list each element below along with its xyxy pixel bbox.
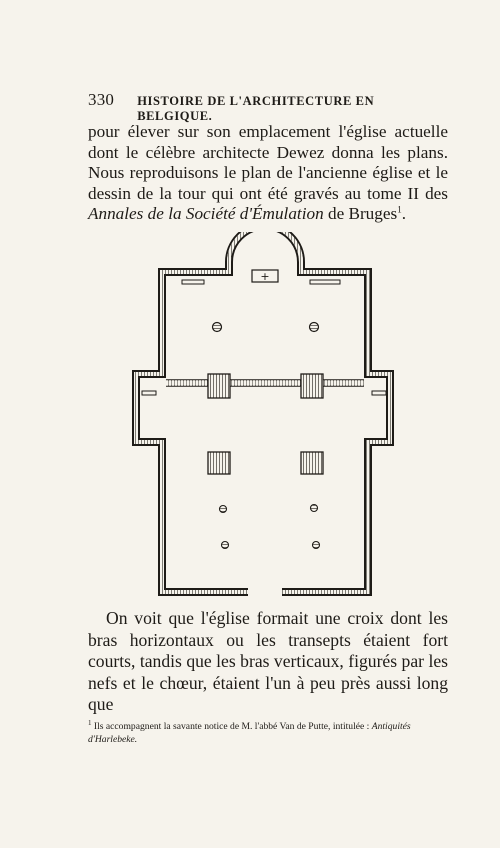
paragraph-1-end: . — [401, 204, 406, 223]
choir-bench-left — [182, 280, 204, 284]
column-nave-2-left — [222, 542, 229, 549]
footnote-text: Ils accompagnent la savante notice de M. l'abbé Van de Putte, intitulée : — [93, 721, 370, 732]
transept-bench-right — [372, 391, 386, 395]
pier-crossing-right — [301, 374, 323, 398]
footnote-title: Antiquités d'Harlebeke. — [88, 721, 411, 745]
paragraph-1 — [88, 122, 448, 225]
footnote-mark: 1 — [88, 718, 92, 727]
pier-crossing-left — [208, 374, 230, 398]
choir-bench-right — [310, 280, 340, 284]
transept-bench-left — [142, 391, 156, 395]
column-nave-1-right — [311, 505, 318, 512]
paragraph-2 — [88, 608, 448, 716]
footnote — [88, 720, 450, 746]
church-floor-plan — [120, 232, 400, 597]
column-nave-1-left — [220, 506, 227, 513]
pier-nave-left — [208, 452, 230, 474]
plan-entrance — [248, 586, 282, 597]
paragraph-1-after: de Bruges — [327, 204, 398, 223]
paragraph-1-text: pour élever sur son emplacement l'église actuelle dont le célèbre architecte Dewez donna les plans. Nous reproduisons le plan de l'ancienne église et le dessin de la tour qui ont été gravés au tome II des — [88, 122, 448, 203]
plan-outer-wall — [136, 232, 390, 592]
footnote-reference: 1 — [397, 204, 402, 215]
pier-nave-right — [301, 452, 323, 474]
column-choir-right — [310, 323, 319, 332]
column-choir-left — [213, 323, 222, 332]
paragraph-2-text: On voit que l'église formait une croix dont les bras horizontaux ou les transepts étaient fort courts, tandis que les bras verticaux, figurés par les nefs et le chœur, étaient l'un à peu près aussi long que — [88, 608, 448, 714]
running-head: HISTOIRE DE L'ARCHITECTURE EN BELGIQUE. — [137, 94, 375, 123]
page-header — [88, 90, 448, 124]
journal-title: Annales de la Société d'Émulation — [88, 204, 324, 223]
column-nave-2-right — [313, 542, 320, 549]
page-number: 330 — [88, 90, 115, 109]
altar-cross: + — [260, 270, 270, 283]
